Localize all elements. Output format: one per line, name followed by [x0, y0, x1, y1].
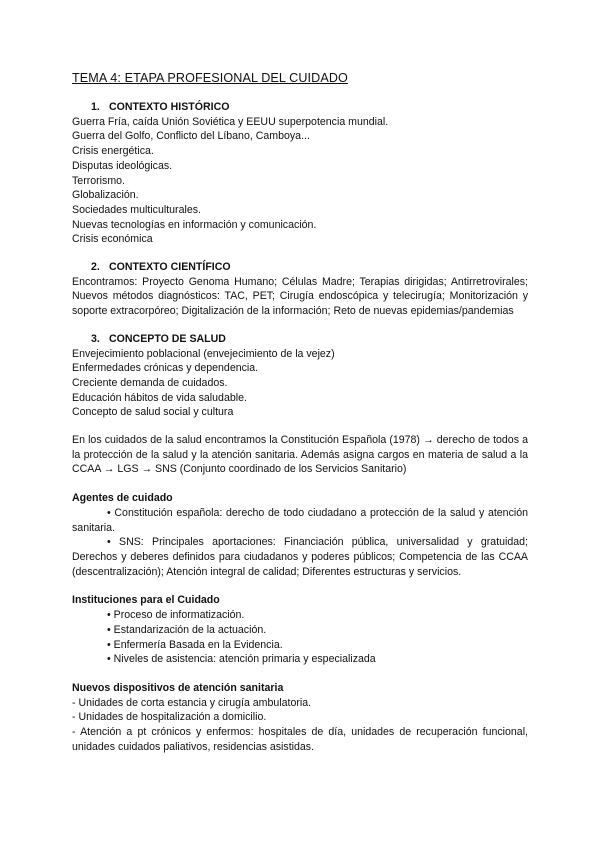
- page-title: TEMA 4: ETAPA PROFESIONAL DEL CUIDADO: [72, 71, 348, 85]
- list-item: Terrorismo.: [72, 174, 125, 187]
- bullet-item: • SNS: Principales aportaciones: Financiación pública, universalidad y gratuidad; Derechos y deberes definidos para ciudadanos y poderes públicos; Competencia de las CCAA (descentralización); Atención integral de calidad; Diferentes estructuras y servicios.: [72, 536, 528, 578]
- bullet-item: • Enfermería Basada en la Evidencia.: [107, 638, 283, 651]
- devices-list: [72, 696, 528, 725]
- section-number: 3.: [91, 332, 100, 345]
- bullet-item: • Proceso de informatización.: [107, 609, 245, 622]
- list-item: Enfermedades crónicas y dependencia.: [72, 362, 259, 375]
- list-item: Educación hábitos de vida saludable.: [72, 391, 247, 404]
- health-concept-list: [72, 347, 528, 421]
- list-item: - Unidades de corta estancia y cirugía ambulatoria.: [72, 696, 312, 709]
- section-title: CONTEXTO HISTÓRICO: [109, 101, 230, 113]
- agents-heading: Agentes de cuidado: [72, 492, 173, 505]
- list-item: Globalización.: [72, 189, 139, 202]
- section-number: 2.: [91, 261, 100, 274]
- list-item: Sociedades multiculturales.: [72, 203, 201, 216]
- section-heading: [72, 260, 528, 275]
- section-title: CONCEPTO DE SALUD: [109, 332, 226, 345]
- scientific-context-paragraph: Encontramos: Proyecto Genoma Humano; Células Madre; Terapias dirigidas; Antirretrovirales; Nuevos métodos diagnósticos: TAC, PET; Cirugía endoscópica y telecirugía; Monitorización y soporte extracorpóreo; Digitalización de la información; Reto de nuevas epidemias/pandemias: [72, 275, 528, 318]
- constitution-paragraph: En los cuidados de la salud encontramos la Constitución Española (1978) → derecho de todos a la protección de la salud y la atención sanitaria. Además asigna cargos en materia de salud a la CCAA → LGS → SNS (Conjunto coordinado de los Servicios Sanitario): [72, 434, 528, 476]
- list-item: Envejecimiento poblacional (envejecimiento de la vejez): [72, 347, 335, 360]
- section-historical-context: [72, 100, 528, 247]
- section-heading: [72, 100, 528, 115]
- list-item: - Atención a pt crónicos y enfermos: hospitales de día, unidades de recuperación funcional, unidades cuidados paliativos, residencias asistidas.: [72, 726, 528, 753]
- list-item: Guerra del Golfo, Conflicto del Líbano, Camboya...: [72, 130, 310, 143]
- historical-context-list: [72, 115, 528, 247]
- list-item: Crisis energética.: [72, 145, 154, 158]
- institutions-heading: Instituciones para el Cuidado: [72, 594, 220, 607]
- bullet-item: • Constitución española: derecho de todo ciudadano a protección de la salud y atención sanitaria.: [72, 506, 528, 534]
- section-number: 1.: [91, 101, 100, 113]
- section-heading: [72, 332, 528, 347]
- section-title: CONTEXTO CIENTÍFICO: [109, 261, 231, 274]
- list-item: Concepto de salud social y cultura: [72, 406, 234, 419]
- list-item: - Unidades de hospitalización a domicilio.: [72, 711, 267, 724]
- list-item: Guerra Fría, caída Unión Soviética y EEUU superpotencia mundial.: [72, 115, 389, 128]
- devices-block: [72, 681, 528, 755]
- bullet-item: • Niveles de asistencia: atención primaria y especializada: [107, 653, 376, 666]
- institutions-list: [72, 608, 528, 667]
- list-item: Disputas ideológicas.: [72, 159, 173, 172]
- section-health-concept: [72, 332, 528, 420]
- agents-block: [72, 491, 528, 579]
- list-item: Crisis económica: [72, 233, 153, 246]
- devices-heading: Nuevos dispositivos de atención sanitaria: [72, 681, 284, 694]
- institutions-block: [72, 593, 528, 667]
- section-scientific-context: [72, 260, 528, 319]
- bullet-item: • Estandarización de la actuación.: [107, 623, 267, 636]
- list-item: Creciente demanda de cuidados.: [72, 376, 228, 389]
- list-item: Nuevas tecnologías en información y comunicación.: [72, 218, 317, 231]
